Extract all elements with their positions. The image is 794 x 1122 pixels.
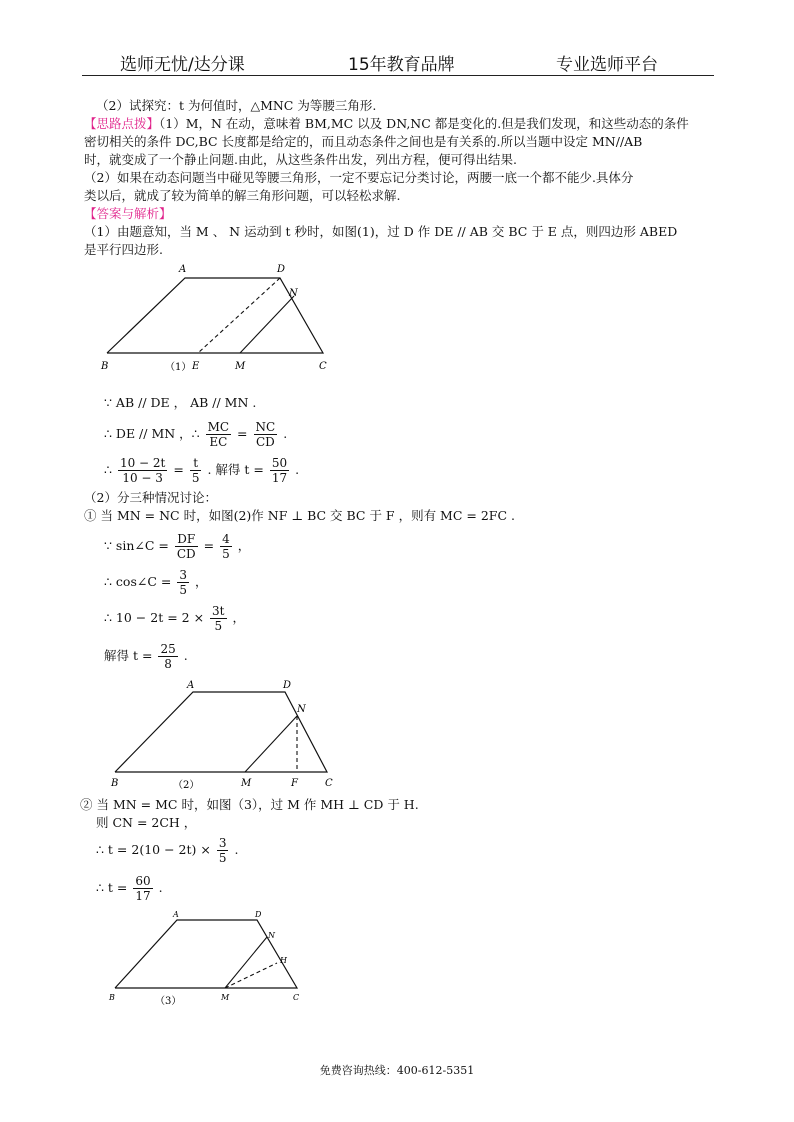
answer-label: 【答案与解析】	[84, 206, 172, 221]
fig2-label-D: D	[283, 680, 292, 691]
fig3-label-D: D	[255, 910, 262, 919]
p2-c2-step2	[96, 836, 238, 865]
denominator: 8	[164, 657, 172, 671]
tip-line-4: （2）如果在动态问题当中碰见等腰三角形，一定不要忘记分类讨论，两腰一底一个都不能少.具体分	[84, 170, 634, 185]
numerator: 10 − 2t	[119, 456, 166, 470]
c2-step2-text: ∴ t = 2(10 − 2t) ×	[96, 842, 211, 857]
fig2-label-M: M	[241, 778, 252, 789]
p1-step3	[104, 456, 299, 485]
fig1-label-M: M	[235, 361, 246, 372]
numerator: 3	[218, 836, 227, 850]
numerator: 25	[160, 642, 176, 656]
p1-step2-text: ∴ DE // MN ，∴	[104, 426, 200, 441]
fraction	[206, 420, 231, 449]
p1-step3-mid: . 解得 t =	[207, 462, 264, 477]
fig1-label-D: D	[277, 264, 286, 275]
denominator: 17	[135, 889, 151, 903]
header-right: 专业选师平台	[556, 55, 658, 75]
p2-c2-step1: 则 CN = 2CH ，	[96, 815, 197, 830]
equals: =	[237, 426, 248, 441]
fraction	[270, 456, 289, 485]
denominator: CD	[255, 435, 275, 449]
tip-line-2: 密切相关的条件 DC,BC 长度都是给定的，而且动态条件之间也是有关系的.所以当题中设定 MN//AB	[84, 134, 643, 149]
fig3-label-N: N	[268, 931, 275, 940]
fig2-label-C: C	[325, 778, 333, 789]
fig1-label-C: C	[319, 361, 327, 372]
p1-step1: ∵ AB // DE ， AB // MN .	[104, 395, 257, 410]
numerator: DF	[175, 532, 198, 547]
fraction	[210, 604, 226, 633]
numerator: 3t	[212, 604, 225, 618]
fraction	[158, 642, 177, 671]
p2-c1-step4	[104, 642, 188, 671]
numerator: 50	[271, 456, 288, 470]
punct: .	[283, 426, 288, 441]
punct: ，	[232, 610, 246, 625]
tip-text-1: （1）M，N 在动，意味着 BM,MC 以及 DN,NC 都是变化的.但是我们发现，和这些动态的条件	[159, 116, 689, 131]
p2-intro: （2）分三种情况讨论：	[84, 490, 217, 505]
figure-2	[105, 676, 345, 798]
figure-3	[105, 906, 315, 1012]
fraction	[190, 456, 202, 485]
punct: .	[234, 842, 239, 857]
numerator: 60	[135, 874, 151, 888]
punct: ，	[237, 538, 251, 553]
fraction	[254, 420, 278, 449]
fraction	[175, 532, 198, 561]
c1-step2-text: ∴ cos∠C =	[104, 574, 172, 589]
header-center: 15年教育品牌	[348, 55, 455, 75]
fig3-label-B: B	[109, 993, 115, 1002]
c1-step4-text: 解得 t =	[104, 648, 153, 663]
numerator: 4	[222, 532, 230, 546]
c2-step3-text: ∴ t =	[96, 880, 128, 895]
p2-case2: ② 当 MN = MC 时，如图（3），过 M 作 MH ⊥ CD 于 H.	[80, 797, 419, 812]
part1-line1: （1）由题意知，当 M 、 N 运动到 t 秒时，如图(1)，过 D 作 DE // AB 交 BC 于 E 点，则四边形 ABED	[84, 224, 678, 239]
p2-c2-step3	[96, 874, 163, 903]
fig3-label-H: H	[280, 956, 287, 965]
tip-line-3: 时，就变成了一个静止问题.由此，从这些条件出发，列出方程，便可得出结果.	[84, 152, 517, 167]
denominator: 17	[271, 471, 288, 485]
fig3-label-C: C	[293, 993, 300, 1002]
tip-line-1	[84, 115, 689, 132]
denominator: 5	[218, 851, 227, 865]
header-divider	[82, 75, 714, 76]
fig1-label-N: N	[289, 288, 298, 299]
denominator: CD	[176, 547, 196, 561]
fig3-label-A: A	[173, 910, 179, 919]
denominator: 5	[191, 471, 200, 485]
denominator: 5	[179, 583, 187, 597]
fig2-label-N: N	[297, 704, 306, 715]
p2-c1-step1	[104, 532, 250, 561]
p1-step3-text: ∴	[104, 462, 112, 477]
tip-label: 【思路点拨】	[84, 116, 160, 131]
denominator: 5	[214, 619, 223, 633]
header-left: 选师无忧/达分课	[120, 55, 245, 75]
fig2-label-B: B	[111, 778, 119, 789]
p2-c1-step3	[104, 604, 245, 633]
numerator: 3	[179, 568, 187, 582]
fig1-label-E: E	[192, 361, 200, 372]
tip-line-5: 类以后，就成了较为简单的解三角形问题，可以轻松求解.	[84, 188, 401, 203]
fraction	[133, 874, 152, 903]
fig2-label-A: A	[187, 680, 195, 691]
fraction	[177, 568, 189, 597]
equals: =	[203, 538, 215, 553]
punct: ，	[194, 574, 208, 589]
denominator: EC	[209, 435, 228, 449]
numerator: t	[190, 456, 202, 471]
fig3-label-M: M	[221, 993, 230, 1002]
numerator: MC	[207, 420, 230, 434]
fraction	[220, 532, 232, 561]
c1-step3-text: ∴ 10 − 2t = 2 ×	[104, 610, 205, 625]
fig1-label-A: A	[179, 264, 187, 275]
footer-hotline: 免费咨询热线：400-612-5351	[319, 1064, 475, 1077]
punct: .	[295, 462, 300, 477]
figure-1	[95, 258, 335, 378]
fig2-label-F: F	[291, 778, 298, 789]
punct: .	[183, 648, 188, 663]
punct: .	[158, 880, 163, 895]
denominator: 5	[222, 547, 230, 561]
part1-line2: 是平行四边形.	[84, 242, 163, 257]
fig3-caption: （3）	[155, 996, 182, 1007]
p2-c1-step2	[104, 568, 207, 597]
fig2-caption: （2）	[173, 780, 200, 791]
p2-case1: ① 当 MN = NC 时，如图(2)作 NF ⊥ BC 交 BC 于 F ，则有 MC = 2FC .	[84, 508, 515, 523]
fraction	[118, 456, 167, 485]
fig1-caption: （1）	[165, 362, 192, 373]
denominator: 10 − 3	[122, 471, 163, 485]
equals: =	[173, 462, 184, 477]
fig1-label-B: B	[101, 361, 109, 372]
p1-step2	[104, 420, 287, 449]
c1-step1-text: ∵ sin∠C =	[104, 538, 169, 553]
fraction	[217, 836, 229, 865]
question-2: （2）试探究：t 为何值时，△MNC 为等腰三角形.	[96, 98, 377, 113]
numerator: NC	[255, 420, 276, 434]
